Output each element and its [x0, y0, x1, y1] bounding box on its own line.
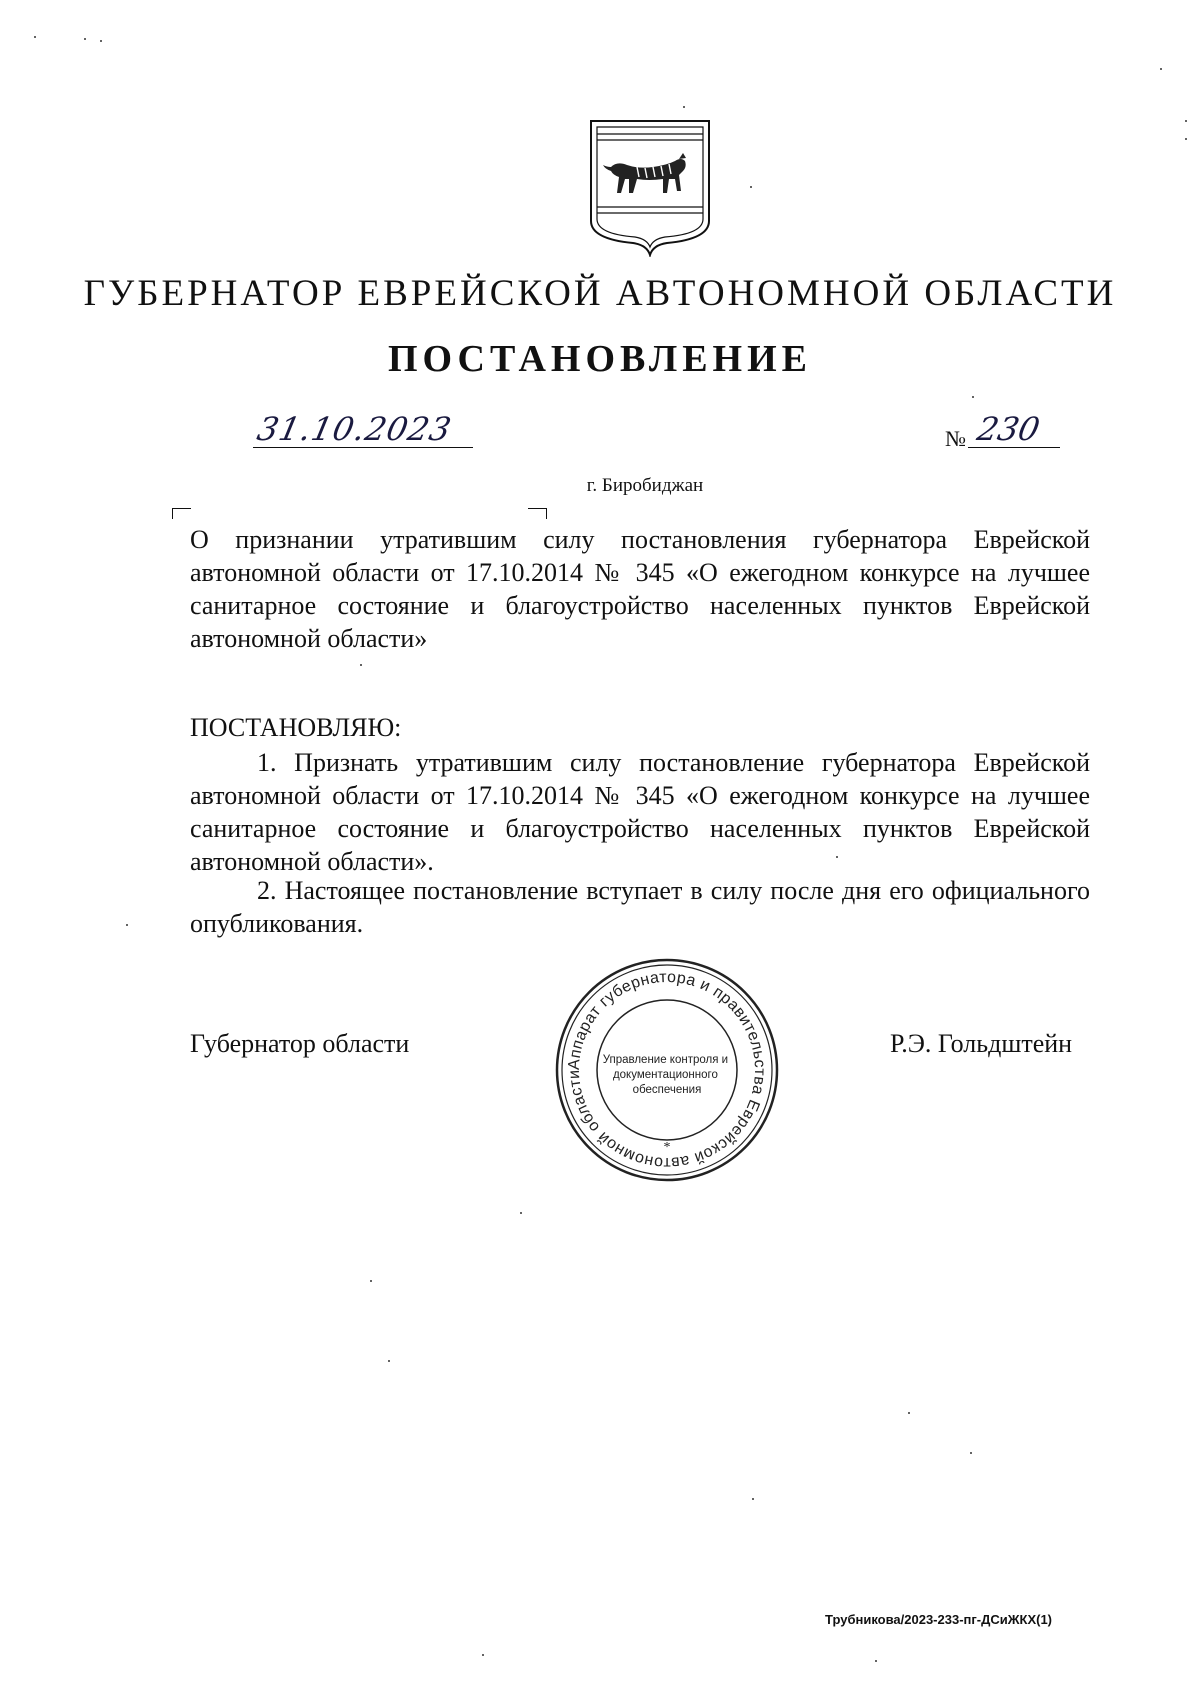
subject-bracket-right: [528, 508, 547, 519]
decree-word: ПОСТАНОВЛЯЮ:: [190, 713, 402, 742]
number-underline: [968, 447, 1060, 448]
issuing-authority: ГУБЕРНАТОР ЕВРЕЙСКОЙ АВТОНОМНОЙ ОБЛАСТИ: [83, 273, 1117, 314]
svg-text:Управление контроля и доку: [603, 1054, 732, 1096]
scan-speck: [100, 40, 102, 42]
seal-center-line-2: документационного: [612, 1069, 718, 1081]
coat-of-arms-emblem: [587, 117, 713, 257]
signatory-title: Губернатор области: [190, 1029, 410, 1058]
scan-speck: [752, 1498, 754, 1500]
scan-speck: [836, 856, 838, 858]
official-seal-icon: [552, 955, 782, 1185]
scan-speck: [875, 1660, 877, 1662]
scan-speck: [750, 186, 752, 188]
scan-speck: [908, 1412, 910, 1414]
scan-speck: [370, 1280, 372, 1282]
handwritten-date: 31.10.2023: [253, 410, 456, 448]
seal-outer-ring-text: Аппарат губернатора и правительства Еврейской автономной области: [565, 968, 769, 1172]
date-underline: [253, 447, 473, 448]
scan-speck: [388, 1360, 390, 1362]
seal-center-line-3: обеспечения: [632, 1084, 702, 1096]
document-type: ПОСТАНОВЛЕНИЕ: [387, 338, 813, 380]
city: г. Биробиджан: [586, 475, 704, 496]
tiger-icon: [603, 153, 686, 193]
document-subject: О признании утратившим силу постановления губернатора Еврейской автономной области от 17.10.2014 № 345 «О ежегодном конкурсе на лучшее санитарное состояние и благоустройство населенных пунктов Еврейской автономной области»: [190, 525, 1090, 653]
scan-speck: [126, 924, 128, 926]
scan-speck: [1185, 120, 1187, 122]
scan-speck: [84, 38, 86, 40]
scan-speck: [1185, 138, 1187, 140]
handwritten-number: 230: [973, 410, 1044, 448]
scan-speck: [683, 106, 685, 108]
paragraph-2: 2. Настоящее постановление вступает в силу после дня его официального опубликования.: [190, 876, 1090, 938]
scan-speck: [972, 396, 974, 398]
subject-bracket-left: [172, 508, 191, 519]
signatory-name: Р.Э. Гольдштейн: [890, 1029, 1073, 1058]
number-sign: №: [945, 426, 966, 451]
scan-speck: [1160, 68, 1162, 70]
scan-speck: [360, 664, 362, 666]
scan-speck: [34, 36, 36, 38]
scan-speck: [482, 1654, 484, 1656]
seal-center-line-1: Управление контроля и: [602, 1054, 729, 1066]
scan-speck: [520, 1212, 522, 1214]
paragraph-1: 1. Признать утратившим силу постановление губернатора Еврейской автономной области от 17.10.2014 № 345 «О ежегодном конкурсе на лучшее санитарное состояние и благоустройство населенных пунктов Еврейской автономной области».: [190, 748, 1090, 876]
scan-speck: [970, 1452, 972, 1454]
svg-text:*: *: [663, 1140, 671, 1155]
document-reference: Трубникова/2023-233-пг-ДСиЖКХ(1): [825, 1612, 1053, 1627]
